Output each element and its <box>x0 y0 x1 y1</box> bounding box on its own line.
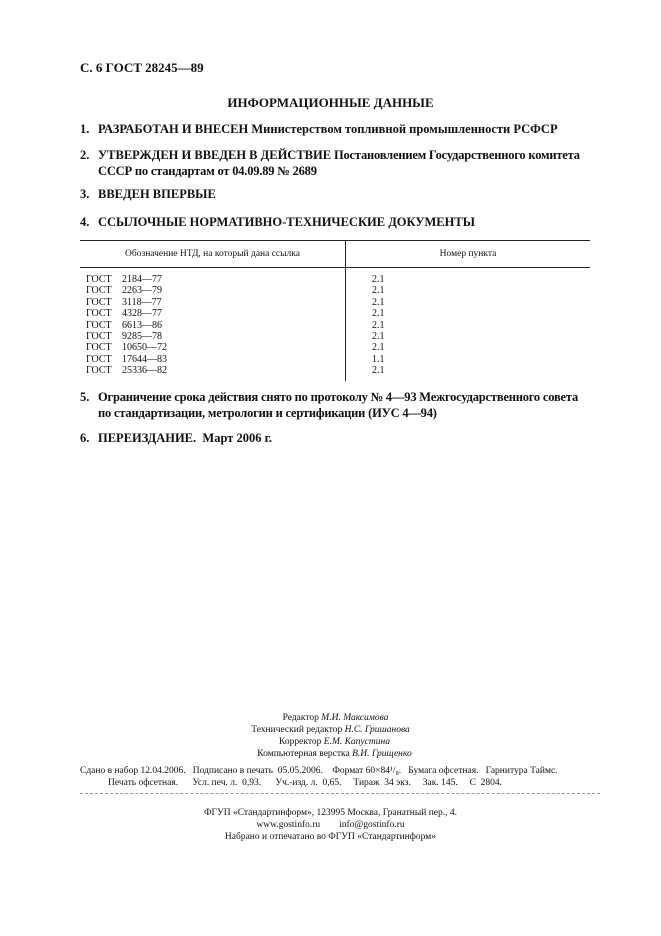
item-text: Март 2006 г. <box>196 431 273 445</box>
divider <box>80 793 600 794</box>
imprint-line-2: Печать офсетная. Усл. печ. л. 0,93. Уч.-изд. л. 0,65. Тираж 34 экз. Зак. 145. С 2804. <box>108 778 503 788</box>
document-cell: ГОСТ 3118—77 <box>80 297 346 308</box>
clause-cell: 2.1 <box>372 296 385 308</box>
info-item-1 <box>80 121 590 137</box>
clause-cell: 2.1 <box>372 319 385 331</box>
table-row <box>80 320 590 331</box>
column-header-document: Обозначение НТД, на который дана ссылка <box>80 241 346 268</box>
info-item-5 <box>80 389 590 421</box>
table-row <box>80 331 590 342</box>
reference-documents-table <box>80 240 590 381</box>
info-item-2 <box>80 147 590 179</box>
item-number: 2. <box>80 148 90 162</box>
item-text: Министерством топливной промышленности РСФСР <box>248 122 558 136</box>
table-row <box>80 354 590 365</box>
document-cell: ГОСТ 2184—77 <box>80 268 346 286</box>
item-heading: УТВЕРЖДЕН И ВВЕДЕН В ДЕЙСТВИЕ <box>98 148 332 162</box>
table-row <box>80 308 590 319</box>
item-number: 1. <box>80 122 90 136</box>
item-heading: ССЫЛОЧНЫЕ НОРМАТИВНО-ТЕХНИЧЕСКИЕ ДОКУМЕНТЫ <box>98 215 475 229</box>
clause-cell: 2.1 <box>372 274 385 285</box>
table-row <box>80 285 590 296</box>
document-cell: ГОСТ 6613—86 <box>80 320 346 331</box>
credit-line: Редактор М.И. Максимова <box>282 713 389 723</box>
document-cell: ГОСТ 10650—72 <box>80 342 346 353</box>
clause-cell: 2.1 <box>372 342 385 354</box>
item-heading: РАЗРАБОТАН И ВНЕСЕН <box>98 122 249 136</box>
imprint-line-1: Сдано в набор 12.04.2006. Подписано в печать 05.05.2006. Формат 60×84¹/₈. Бумага офсетная. Гарнитура Таймс. <box>80 766 558 776</box>
publisher-address: ФГУП «Стандартинформ», 123995 Москва, Гранатный пер., 4. <box>203 808 458 818</box>
document-cell: ГОСТ 25336—82 <box>80 365 346 380</box>
column-header-clause: Номер пункта <box>346 241 591 268</box>
page-header: С. 6 ГОСТ 28245—89 <box>80 60 204 75</box>
credit-line: Технический редактор Н.С. Гришанова <box>251 725 410 735</box>
document-cell: ГОСТ 2263—79 <box>80 285 346 296</box>
publisher-info <box>0 807 661 843</box>
publisher-contacts: www.gostinfo.ru info@gostinfo.ru <box>256 820 405 830</box>
item-heading: ПЕРЕИЗДАНИЕ. <box>98 431 197 445</box>
clause-cell: 2.1 <box>372 308 385 320</box>
clause-cell: 1.1 <box>372 353 385 365</box>
clause-cell: 2.1 <box>372 285 385 297</box>
item-text: Ограничение срока действия снято по протоколу № 4—93 Межгосударственного совета по стандартизации, метрологии и сертификации (ИУС 4—94) <box>98 390 579 420</box>
document-cell: ГОСТ 9285—78 <box>80 331 346 342</box>
item-heading: ВВЕДЕН ВПЕРВЫЕ <box>98 187 216 201</box>
item-number: 5. <box>80 390 90 404</box>
table-row <box>80 342 590 353</box>
clause-cell: 2.1 <box>372 365 385 377</box>
table-header-row <box>80 241 590 268</box>
publisher-printing: Набрано и отпечатано во ФГУП «Стандартинформ» <box>224 832 437 842</box>
info-item-3 <box>80 186 590 202</box>
section-title: ИНФОРМАЦИОННЫЕ ДАННЫЕ <box>227 95 434 110</box>
item-number: 3. <box>80 187 90 201</box>
item-number: 4. <box>80 215 90 229</box>
item-number: 6. <box>80 431 90 445</box>
credit-line: Корректор Е.М. Капустина <box>279 737 390 747</box>
table-row <box>80 268 590 286</box>
item-text: Постановлением Государственного комитета СССР по стандартам от 04.09.89 № 2689 <box>98 148 580 178</box>
editorial-credits <box>0 712 661 760</box>
info-item-4 <box>80 214 590 230</box>
clause-cell: 2.1 <box>372 331 385 343</box>
document-cell: ГОСТ 4328—77 <box>80 308 346 319</box>
info-item-6 <box>80 430 590 446</box>
document-cell: ГОСТ 17644—83 <box>80 354 346 365</box>
credit-line: Компьютерная верстка В.И. Грищенко <box>257 749 412 759</box>
table-row <box>80 297 590 308</box>
table-row <box>80 365 590 380</box>
